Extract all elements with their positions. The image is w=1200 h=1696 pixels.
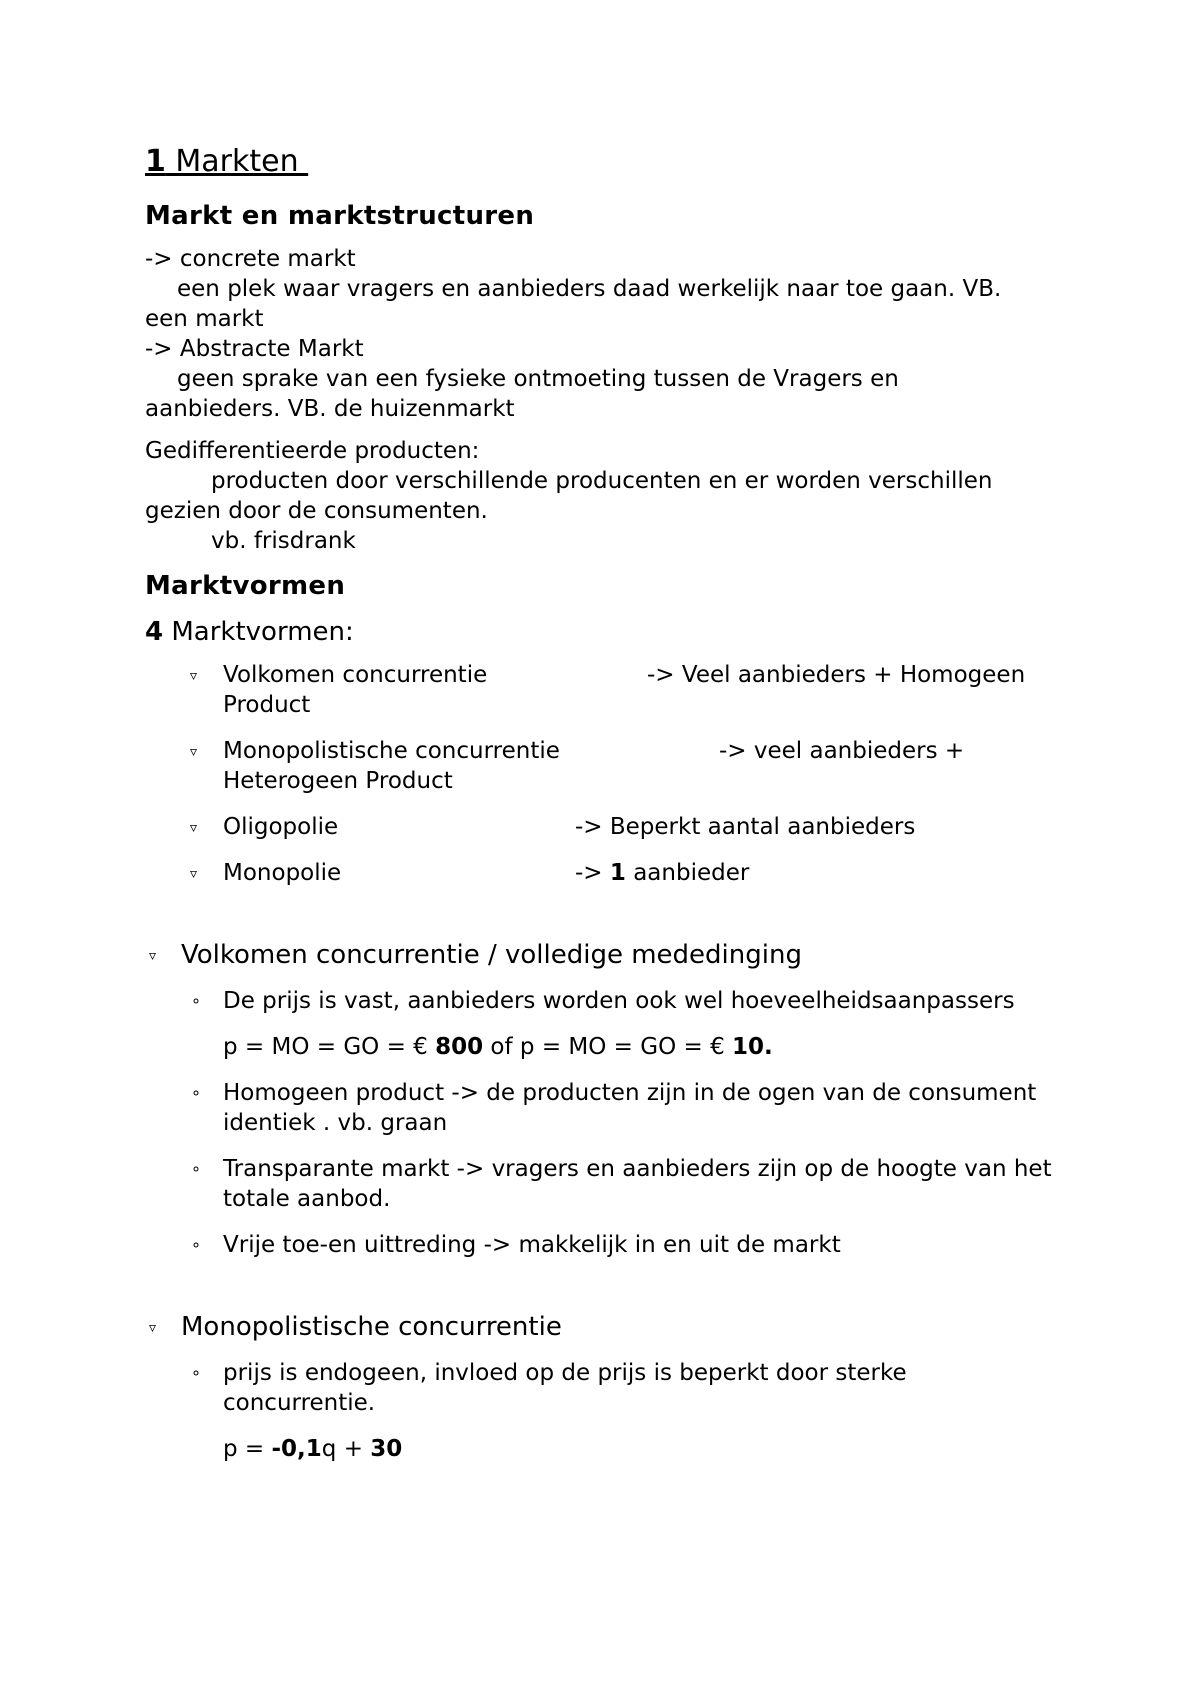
form-name: Monopolie <box>223 860 342 886</box>
mc-formula: p = -0,1q + 30 <box>223 1436 403 1462</box>
marktvormen-subtitle-text: Marktvormen: <box>163 617 354 647</box>
section-bullet-heading <box>145 1310 1065 1344</box>
diff-desc-1: producten door verschillende producenten en er worden verschillen <box>211 468 993 494</box>
circle-bullet-icon: ∘ <box>191 1363 202 1382</box>
form-desc-wrap: Product <box>223 692 311 718</box>
circle-bullet-icon: ∘ <box>191 991 202 1010</box>
triangle-bullet-icon: ▿ <box>190 820 198 836</box>
form-desc-wrap: Heterogeen Product <box>223 768 453 794</box>
diff-desc-2: gezien door de consumenten. <box>145 498 488 524</box>
form-name: Oligopolie <box>223 814 339 840</box>
triangle-bullet-icon: ▿ <box>190 866 198 882</box>
list-item <box>145 858 1065 888</box>
circle-bullet-icon: ∘ <box>191 1235 202 1254</box>
list-item: ∘ Transparante markt -> vragers en aanbieders zijn op de hoogte van het totale aanbod. <box>191 1156 1052 1212</box>
diff-example: vb. frisdrank <box>211 528 356 554</box>
list-item: ∘ prijs is endogeen, invloed op de prijs is beperkt door sterke concurrentie. <box>191 1360 907 1416</box>
form-desc: -> Beperkt aantal aanbieders <box>575 814 916 840</box>
form-name: Monopolistische concurrentie <box>223 738 560 764</box>
abstract-label: -> Abstracte Markt <box>145 336 364 362</box>
triangle-bullet-icon: ▿ <box>190 668 198 684</box>
vc-list-2 <box>145 1078 1065 1260</box>
form-desc: -> 1 aanbieder <box>575 860 750 886</box>
diff-label: Gedifferentieerde producten: <box>145 438 480 464</box>
list-item <box>145 660 1065 720</box>
document-page <box>145 140 1065 1480</box>
page-title <box>145 140 1065 184</box>
list-item <box>145 736 1065 796</box>
title-number: 1 <box>145 144 166 179</box>
title-text: Markten <box>165 144 309 179</box>
section-heading-markt: Markt en marktstructuren <box>145 201 535 231</box>
concrete-label: -> concrete markt <box>145 246 356 272</box>
section-bullet-heading <box>145 938 1065 972</box>
mc-list <box>145 1358 1065 1418</box>
triangle-bullet-icon: ▿ <box>149 948 157 964</box>
concrete-desc-1: een plek waar vragers en aanbieders daad werkelijk naar toe gaan. VB. <box>177 276 1002 302</box>
marktvormen-count: 4 <box>145 617 164 647</box>
circle-bullet-icon: ∘ <box>191 1083 202 1102</box>
vc-heading: Volkomen concurrentie / volledige mededinging <box>181 940 802 970</box>
mc-heading: Monopolistische concurrentie <box>181 1312 562 1342</box>
section-heading-marktvormen: Marktvormen <box>145 571 346 601</box>
list-item: ∘ De prijs is vast, aanbieders worden ook wel hoeveelheidsaanpassers <box>191 988 1015 1014</box>
vc-list <box>145 986 1065 1016</box>
marktvormen-list <box>145 660 1065 888</box>
form-desc: -> veel aanbieders + <box>719 738 965 764</box>
abstract-desc-2: aanbieders. VB. de huizenmarkt <box>145 396 515 422</box>
vc-formula: p = MO = GO = € 800 of p = MO = GO = € 10. <box>223 1034 773 1060</box>
marktvormen-subtitle <box>145 614 1065 650</box>
mc-section <box>145 1310 1065 1344</box>
circle-bullet-icon: ∘ <box>191 1159 202 1178</box>
list-item: ∘ Vrije toe-en uittreding -> makkelijk in en uit de markt <box>191 1232 841 1258</box>
triangle-bullet-icon: ▿ <box>190 744 198 760</box>
abstract-desc-1: geen sprake van een fysieke ontmoeting tussen de Vragers en <box>177 366 899 392</box>
form-name: Volkomen concurrentie <box>223 662 488 688</box>
triangle-bullet-icon: ▿ <box>149 1320 157 1336</box>
vc-section <box>145 938 1065 972</box>
list-item: ∘ Homogeen product -> de producten zijn in de ogen van de consument identiek . vb. graan <box>191 1080 1037 1136</box>
concrete-desc-2: een markt <box>145 306 264 332</box>
list-item <box>145 812 1065 842</box>
form-desc: -> Veel aanbieders + Homogeen <box>647 662 1026 688</box>
